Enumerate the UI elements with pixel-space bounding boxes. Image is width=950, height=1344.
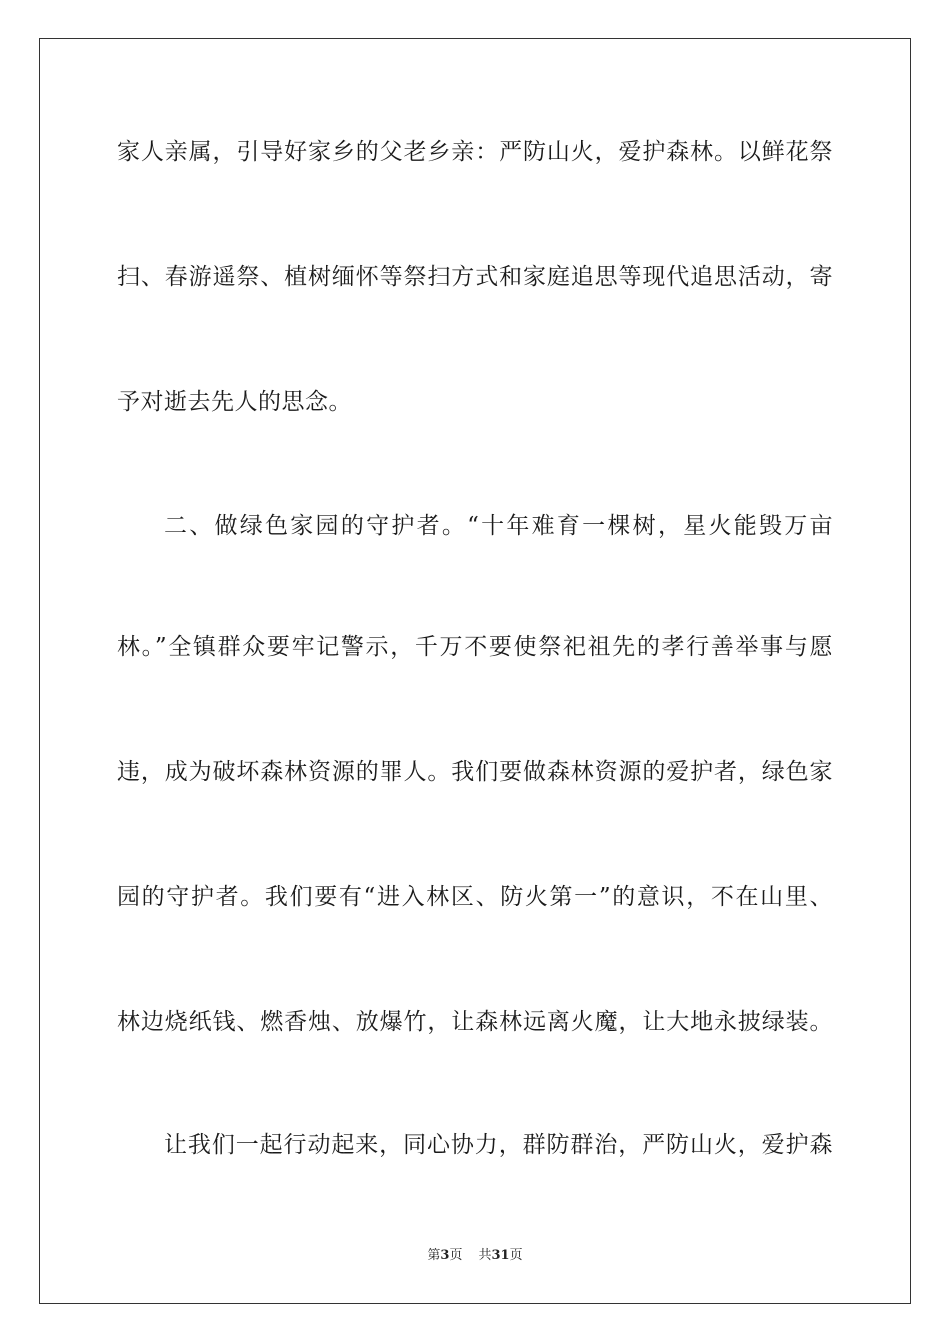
body-line-3: 予对逝去先人的思念。 — [117, 389, 352, 415]
body-line-6: 违，成为破坏森林资源的罪人。我们要做森林资源的爱护者，绿色家 — [117, 759, 833, 785]
body-line-4: 二、做绿色家园的守护者。“十年难育一棵树，星火能毁万亩 — [164, 513, 833, 539]
footer-total-suffix: 页 — [509, 1248, 523, 1263]
footer-page-prefix: 第 — [427, 1248, 441, 1263]
body-line-8: 林边烧纸钱、燃香烛、放爆竹，让森林远离火魔，让大地永披绿装。 — [117, 1009, 833, 1035]
body-line-7: 园的守护者。我们要有“进入林区、防火第一”的意识，不在山里、 — [117, 884, 833, 910]
footer-total-prefix: 共 — [478, 1248, 492, 1263]
page-footer — [0, 1247, 950, 1265]
page-border — [39, 38, 911, 1304]
body-line-2: 扫、春游遥祭、植树缅怀等祭扫方式和家庭追思等现代追思活动，寄 — [117, 264, 833, 290]
footer-page-number: 3 — [440, 1248, 450, 1263]
body-line-5: 林。”全镇群众要牢记警示，千万不要使祭祀祖先的孝行善举事与愿 — [117, 634, 833, 660]
body-line-1: 家人亲属，引导好家乡的父老乡亲：严防山火，爱护森林。以鲜花祭 — [117, 139, 833, 165]
footer-total-number: 31 — [491, 1248, 510, 1263]
footer-page-suffix: 页 — [449, 1248, 463, 1263]
body-line-9: 让我们一起行动起来，同心协力，群防群治，严防山火，爱护森 — [164, 1132, 833, 1158]
